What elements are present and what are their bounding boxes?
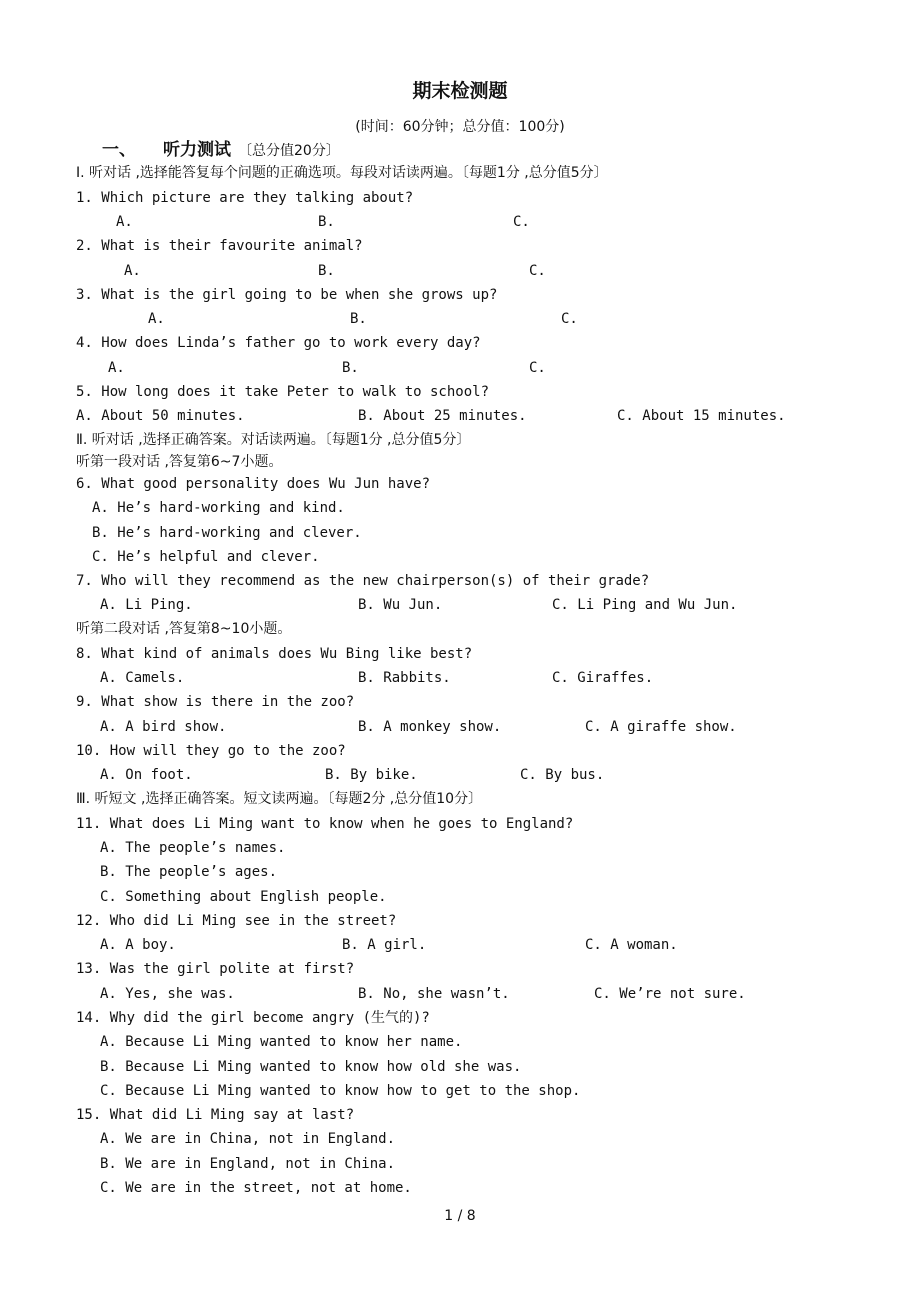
page-subtitle: (时间：60分钟；总分值：100分): [355, 119, 565, 135]
page-number: 1 / 8: [444, 1208, 476, 1224]
question-12: 12. Who did Li Ming see in the street?: [76, 913, 397, 929]
q8-option-a: A. Camels.: [100, 670, 185, 686]
q5-option-b: B. About 25 minutes.: [358, 408, 527, 424]
q9-option-c: C. A giraffe show.: [585, 719, 737, 735]
q12-option-c: C. A woman.: [585, 937, 678, 953]
q15-option-a: A. We are in China, not in England.: [100, 1131, 396, 1147]
q3-option-c: C.: [561, 311, 578, 327]
question-14: 14. Why did the girl become angry (生气的)?: [76, 1010, 430, 1026]
part-3-heading: Ⅲ. 听短文 ,选择正确答案。短文读两遍。〔每题2分 ,总分值10分〕: [76, 791, 483, 807]
q2-option-b: B.: [318, 263, 335, 279]
q14-option-b: B. Because Li Ming wanted to know how old she was.: [100, 1059, 522, 1075]
q12-option-b: B. A girl.: [342, 937, 427, 953]
question-1: 1. Which picture are they talking about?: [76, 190, 414, 206]
q1-option-c: C.: [513, 214, 530, 230]
q8-option-b: B. Rabbits.: [358, 670, 451, 686]
page-title: 期末检测题: [412, 80, 508, 102]
q11-option-a: A. The people’s names.: [100, 840, 286, 856]
q1-option-b: B.: [318, 214, 335, 230]
question-13: 13. Was the girl polite at first?: [76, 961, 355, 977]
q10-option-a: A. On foot.: [100, 767, 193, 783]
q1-option-a: A.: [116, 214, 133, 230]
q9-option-a: A. A bird show.: [100, 719, 227, 735]
question-3: 3. What is the girl going to be when she grows up?: [76, 287, 498, 303]
q14-option-a: A. Because Li Ming wanted to know her name.: [100, 1034, 463, 1050]
q6-option-c: C. He’s helpful and clever.: [92, 549, 320, 565]
question-2: 2. What is their favourite animal?: [76, 238, 363, 254]
q11-option-c: C. Something about English people.: [100, 889, 387, 905]
q7-option-c: C. Li Ping and Wu Jun.: [552, 597, 738, 613]
q10-option-b: B. By bike.: [325, 767, 418, 783]
q11-option-b: B. The people’s ages.: [100, 864, 278, 880]
question-11: 11. What does Li Ming want to know when he goes to England?: [76, 816, 574, 832]
section-number: 一、: [102, 140, 136, 160]
question-9: 9. What show is there in the zoo?: [76, 694, 355, 710]
q13-option-c: C. We’re not sure.: [594, 986, 746, 1002]
q5-option-c: C. About 15 minutes.: [617, 408, 786, 424]
q15-option-b: B. We are in England, not in China.: [100, 1156, 396, 1172]
question-8: 8. What kind of animals does Wu Bing like best?: [76, 646, 473, 662]
question-6: 6. What good personality does Wu Jun have?: [76, 476, 431, 492]
dialog-1-instruction: 听第一段对话 ,答复第6~7小题。: [76, 454, 283, 470]
section-title: 听力测试: [163, 140, 231, 160]
q4-option-c: C.: [529, 360, 546, 376]
q10-option-c: C. By bus.: [520, 767, 605, 783]
question-7: 7. Who will they recommend as the new chairperson(s) of their grade?: [76, 573, 650, 589]
dialog-2-instruction: 听第二段对话 ,答复第8~10小题。: [76, 621, 292, 637]
q9-option-b: B. A monkey show.: [358, 719, 502, 735]
q3-option-b: B.: [350, 311, 367, 327]
part-1-heading: Ⅰ. 听对话 ,选择能答复每个问题的正确选项。每段对话读两遍。〔每题1分 ,总分值5分〕: [76, 165, 608, 181]
q2-option-c: C.: [529, 263, 546, 279]
question-5: 5. How long does it take Peter to walk to school?: [76, 384, 490, 400]
q12-option-a: A. A boy.: [100, 937, 176, 953]
q7-option-b: B. Wu Jun.: [358, 597, 443, 613]
q4-option-b: B.: [342, 360, 359, 376]
q4-option-a: A.: [108, 360, 125, 376]
q13-option-a: A. Yes, she was.: [100, 986, 235, 1002]
section-score-note: 〔总分值20分〕: [238, 143, 340, 159]
q14-option-c: C. Because Li Ming wanted to know how to get to the shop.: [100, 1083, 581, 1099]
q5-option-a: A. About 50 minutes.: [76, 408, 245, 424]
q2-option-a: A.: [124, 263, 141, 279]
q13-option-b: B. No, she wasn’t.: [358, 986, 510, 1002]
question-15: 15. What did Li Ming say at last?: [76, 1107, 355, 1123]
question-10: 10. How will they go to the zoo?: [76, 743, 346, 759]
q3-option-a: A.: [148, 311, 165, 327]
q8-option-c: C. Giraffes.: [552, 670, 654, 686]
question-4: 4. How does Linda’s father go to work every day?: [76, 335, 481, 351]
q6-option-b: B. He’s hard-working and clever.: [92, 525, 362, 541]
part-2-heading: Ⅱ. 听对话 ,选择正确答案。对话读两遍。〔每题1分 ,总分值5分〕: [76, 432, 471, 448]
q7-option-a: A. Li Ping.: [100, 597, 193, 613]
q15-option-c: C. We are in the street, not at home.: [100, 1180, 412, 1196]
q6-option-a: A. He’s hard-working and kind.: [92, 500, 345, 516]
